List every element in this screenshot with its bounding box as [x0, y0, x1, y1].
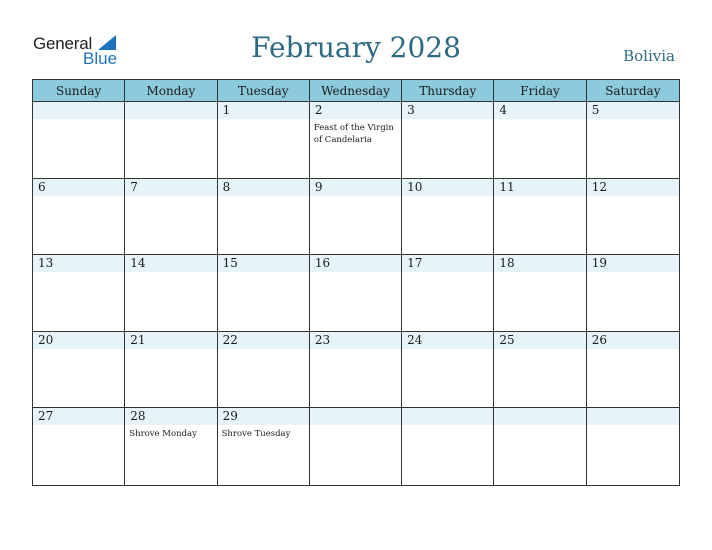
day-number: 26 [591, 332, 607, 347]
day-number: 25 [499, 332, 515, 347]
day-cell [587, 179, 679, 256]
day-number: 19 [591, 256, 607, 271]
day-cell [310, 179, 402, 256]
day-cell [218, 255, 310, 332]
day-number: 14 [130, 256, 146, 271]
day-number: 3 [407, 103, 415, 117]
weekday-header-sunday: Sunday [33, 80, 125, 102]
day-number: 7 [130, 179, 138, 194]
day-number: 4 [499, 103, 508, 117]
holiday-label: Feast of the Virgin of Candelaria [313, 123, 394, 145]
day-cell [587, 408, 679, 485]
day-cell [494, 255, 586, 332]
day-number: 23 [314, 332, 331, 347]
weekday-header-friday: Friday [494, 80, 586, 102]
day-number: 11 [499, 179, 515, 194]
day-cell [587, 102, 679, 179]
day-cell [402, 102, 494, 179]
day-cell [33, 255, 125, 332]
country-label: Bolivia [623, 47, 675, 65]
day-number: 21 [130, 332, 146, 347]
day-cell [218, 408, 310, 485]
day-number: 29 [222, 409, 238, 424]
day-cell [125, 408, 217, 485]
weekday-header-saturday: Saturday [587, 80, 679, 102]
day-cell [402, 408, 494, 485]
day-cell [125, 102, 217, 179]
day-number: 24 [407, 332, 423, 347]
day-cell [494, 332, 586, 409]
day-number: 6 [38, 179, 46, 194]
day-number: 16 [314, 256, 331, 271]
day-cell [125, 255, 217, 332]
day-number: 18 [499, 256, 515, 271]
day-cell [125, 332, 217, 409]
logo-text-general: General [33, 34, 93, 53]
day-cell [310, 332, 402, 409]
day-number: 27 [38, 409, 54, 424]
day-number: 22 [222, 332, 238, 347]
holiday-label: Shrove Monday [129, 429, 197, 440]
day-cell [33, 408, 125, 485]
day-cell [587, 332, 679, 409]
day-cell [402, 332, 494, 409]
day-number: 13 [38, 256, 54, 271]
day-number: 20 [38, 332, 54, 347]
day-number: 15 [222, 256, 238, 271]
weekday-header-wednesday: Wednesday [310, 80, 402, 102]
day-number: 17 [407, 256, 423, 271]
day-number: 10 [407, 179, 423, 194]
holiday-label: Shrove Tuesday [221, 429, 291, 440]
day-cell [218, 179, 310, 256]
day-cell [310, 408, 402, 485]
day-number: 8 [222, 179, 231, 194]
day-number: 12 [591, 179, 607, 194]
day-cell [402, 179, 494, 256]
calendar-grid [32, 79, 680, 486]
day-number: 9 [314, 179, 323, 194]
day-number: 5 [591, 103, 600, 117]
day-cell [310, 255, 402, 332]
day-cell [494, 102, 586, 179]
calendar-title: February 2028 [251, 31, 461, 64]
day-number: 28 [130, 409, 146, 424]
day-cell [33, 332, 125, 409]
weekday-header-thursday: Thursday [402, 80, 494, 102]
day-cell [33, 102, 125, 179]
weekday-header-tuesday: Tuesday [218, 80, 310, 102]
day-cell [587, 255, 679, 332]
weekday-header-monday: Monday [125, 80, 217, 102]
day-cell [402, 255, 494, 332]
day-cell [218, 102, 310, 179]
day-cell [310, 102, 402, 179]
day-cell [33, 179, 125, 256]
day-number: 1 [222, 103, 231, 117]
day-number: 2 [314, 103, 323, 117]
day-cell [494, 179, 586, 256]
day-cell [494, 408, 586, 485]
day-cell [218, 332, 310, 409]
logo-text-blue: Blue [83, 49, 118, 68]
day-cell [125, 179, 217, 256]
